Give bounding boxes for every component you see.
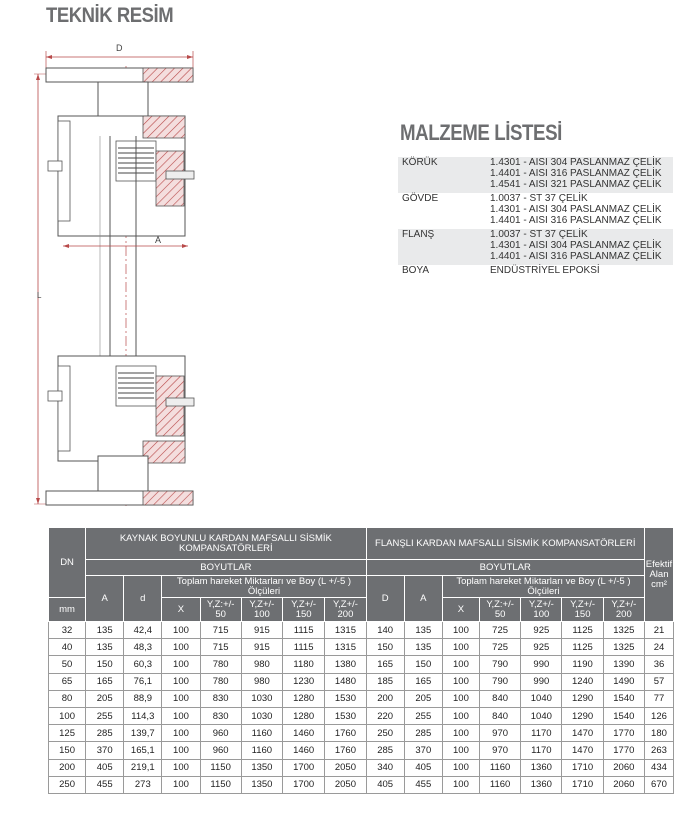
material-item: 1.4301 - AISI 304 PASLANMAZ ÇELİK xyxy=(490,157,662,168)
table-cell: 285 xyxy=(86,725,124,742)
table-row xyxy=(49,639,674,656)
table-cell: 255 xyxy=(86,707,124,724)
table-cell: 100 xyxy=(49,707,86,724)
table-cell: 970 xyxy=(479,742,520,759)
table-cell: 200 xyxy=(366,690,404,707)
table-cell: 165,1 xyxy=(124,742,162,759)
table-cell: 1160 xyxy=(241,742,282,759)
table-cell: 126 xyxy=(644,707,673,724)
dim-label-l: L xyxy=(37,291,42,300)
table-cell: 1760 xyxy=(325,742,366,759)
material-item: 1.4541 - AISI 321 PASLANMAZ ÇELİK xyxy=(490,179,662,190)
header-weld-dims: BOYUTLAR xyxy=(86,560,366,576)
table-cell: 1040 xyxy=(521,690,562,707)
table-cell: 1530 xyxy=(325,707,366,724)
table-cell: 2050 xyxy=(325,776,366,793)
header-weld-yz150: Y,Z+/- 150 xyxy=(283,598,325,622)
header-effective-area: Efektif Alan cm² xyxy=(644,528,673,622)
table-cell: 100 xyxy=(162,673,200,690)
table-cell: 100 xyxy=(442,656,479,673)
table-cell: 50 xyxy=(49,656,86,673)
table-row xyxy=(49,707,674,724)
table-cell: 285 xyxy=(366,742,404,759)
table-cell: 100 xyxy=(442,639,479,656)
table-cell: 725 xyxy=(479,622,520,639)
table-cell: 1325 xyxy=(603,622,644,639)
table-cell: 2060 xyxy=(603,759,644,776)
table-cell: 48,3 xyxy=(124,639,162,656)
table-row xyxy=(49,725,674,742)
table-row xyxy=(49,656,674,673)
table-cell: 980 xyxy=(241,673,282,690)
table-cell: 100 xyxy=(442,673,479,690)
table-cell: 100 xyxy=(162,776,200,793)
table-cell: 2060 xyxy=(603,776,644,793)
header-weld-x: X xyxy=(162,598,200,622)
material-item: 1.4301 - AISI 304 PASLANMAZ ÇELİK xyxy=(490,240,662,251)
table-cell: 1280 xyxy=(283,707,325,724)
table-row xyxy=(49,776,674,793)
table-cell: 1710 xyxy=(562,759,603,776)
header-weld-yz50: Y,Z:+/- 50 xyxy=(200,598,241,622)
table-cell: 980 xyxy=(241,656,282,673)
table-cell: 1460 xyxy=(283,742,325,759)
table-cell: 370 xyxy=(404,742,442,759)
table-cell: 1380 xyxy=(325,656,366,673)
table-cell: 150 xyxy=(86,656,124,673)
header-weld-title: KAYNAK BOYUNLU KARDAN MAFSALLI SİSMİK KOMPANSATÖRLERİ xyxy=(86,528,366,560)
table-cell: 220 xyxy=(366,707,404,724)
table-cell: 1470 xyxy=(562,742,603,759)
table-cell: 140 xyxy=(366,622,404,639)
material-item: 1.4401 - AISI 316 PASLANMAZ ÇELİK xyxy=(490,215,662,226)
table-cell: 1160 xyxy=(241,725,282,742)
table-cell: 32 xyxy=(49,622,86,639)
table-body xyxy=(49,622,674,794)
table-cell: 1325 xyxy=(603,639,644,656)
table-cell: 150 xyxy=(404,656,442,673)
table-cell: 840 xyxy=(479,707,520,724)
table-cell: 960 xyxy=(200,742,241,759)
table-cell: 1290 xyxy=(562,690,603,707)
table-cell: 840 xyxy=(479,690,520,707)
header-flange-yz200: Y,Z+/- 200 xyxy=(603,598,644,622)
material-item: 1.4401 - AISI 316 PASLANMAZ ÇELİK xyxy=(490,251,662,262)
table-cell: 135 xyxy=(404,639,442,656)
table-cell: 1115 xyxy=(283,639,325,656)
header-flange-yz100: Y,Z+/- 100 xyxy=(521,598,562,622)
table-cell: 1230 xyxy=(283,673,325,690)
table-cell: 40 xyxy=(49,639,86,656)
table-cell: 830 xyxy=(200,707,241,724)
header-weld-yz200: Y,Z+/- 200 xyxy=(325,598,366,622)
table-cell: 250 xyxy=(49,776,86,793)
table-cell: 100 xyxy=(442,622,479,639)
table-cell: 139,7 xyxy=(124,725,162,742)
table-cell: 165 xyxy=(86,673,124,690)
table-cell: 670 xyxy=(644,776,673,793)
material-item: ENDÜSTRİYEL EPOKSİ xyxy=(490,265,600,276)
table-cell: 1160 xyxy=(479,776,520,793)
table-cell: 1150 xyxy=(200,776,241,793)
table-cell: 100 xyxy=(162,639,200,656)
table-cell: 125 xyxy=(49,725,86,742)
table-cell: 100 xyxy=(162,725,200,742)
table-cell: 80 xyxy=(49,690,86,707)
table-cell: 915 xyxy=(241,622,282,639)
table-cell: 790 xyxy=(479,656,520,673)
header-flange-yz50: Y,Z:+/- 50 xyxy=(479,598,520,622)
table-cell: 42,4 xyxy=(124,622,162,639)
table-cell: 150 xyxy=(49,742,86,759)
header-flange-d: D xyxy=(366,576,404,622)
header-weld-a: A xyxy=(86,576,124,622)
table-cell: 60,3 xyxy=(124,656,162,673)
header-flange-dims: BOYUTLAR xyxy=(366,560,644,576)
table-cell: 65 xyxy=(49,673,86,690)
table-cell: 24 xyxy=(644,639,673,656)
header-flange-yz150: Y,Z+/- 150 xyxy=(562,598,603,622)
material-item: 1.4301 - AISI 304 PASLANMAZ ÇELİK xyxy=(490,204,662,215)
material-list-title: MALZEME LİSTESİ xyxy=(400,120,562,145)
table-cell: 100 xyxy=(162,759,200,776)
table-cell: 273 xyxy=(124,776,162,793)
table-cell: 88,9 xyxy=(124,690,162,707)
table-cell: 1030 xyxy=(241,690,282,707)
table-cell: 370 xyxy=(86,742,124,759)
header-flange-x: X xyxy=(442,598,479,622)
header-weld-movement: Toplam hareket Miktarları ve Boy (L +/-5 ) Ölçüleri xyxy=(162,576,366,598)
table-cell: 1460 xyxy=(283,725,325,742)
table-cell: 100 xyxy=(442,707,479,724)
table-cell: 1240 xyxy=(562,673,603,690)
header-dn: DN xyxy=(49,528,86,598)
table-cell: 21 xyxy=(644,622,673,639)
material-part: GÖVDE xyxy=(402,193,439,204)
material-item: 1.0037 - ST 37 ÇELİK xyxy=(490,193,588,204)
table-cell: 250 xyxy=(366,725,404,742)
table-cell: 165 xyxy=(404,673,442,690)
table-cell: 100 xyxy=(442,776,479,793)
table-cell: 180 xyxy=(644,725,673,742)
table-cell: 100 xyxy=(162,622,200,639)
table-cell: 205 xyxy=(404,690,442,707)
table-cell: 405 xyxy=(404,759,442,776)
table-cell: 2050 xyxy=(325,759,366,776)
table-cell: 219,1 xyxy=(124,759,162,776)
material-part: FLANŞ xyxy=(398,229,486,262)
table-cell: 1180 xyxy=(283,656,325,673)
table-cell: 1190 xyxy=(562,656,603,673)
table-cell: 100 xyxy=(162,690,200,707)
table-cell: 185 xyxy=(366,673,404,690)
table-cell: 100 xyxy=(442,725,479,742)
table-row xyxy=(49,622,674,639)
table-row xyxy=(49,742,674,759)
table-cell: 960 xyxy=(200,725,241,742)
table-cell: 114,3 xyxy=(124,707,162,724)
table-cell: 1170 xyxy=(521,742,562,759)
table-cell: 36 xyxy=(644,656,673,673)
table-cell: 1480 xyxy=(325,673,366,690)
table-cell: 1490 xyxy=(603,673,644,690)
table-cell: 1760 xyxy=(325,725,366,742)
table-cell: 1770 xyxy=(603,725,644,742)
table-cell: 57 xyxy=(644,673,673,690)
table-cell: 263 xyxy=(644,742,673,759)
table-cell: 780 xyxy=(200,673,241,690)
table-cell: 1125 xyxy=(562,622,603,639)
table-cell: 434 xyxy=(644,759,673,776)
material-item: 1.0037 - ST 37 ÇELİK xyxy=(490,229,588,240)
table-row xyxy=(49,673,674,690)
table-cell: 1770 xyxy=(603,742,644,759)
table-cell: 990 xyxy=(521,673,562,690)
table-cell: 100 xyxy=(442,742,479,759)
material-item: 1.4401 - AISI 316 PASLANMAZ ÇELİK xyxy=(490,168,662,179)
table-cell: 715 xyxy=(200,622,241,639)
header-weld-d: d xyxy=(124,576,162,622)
table-cell: 100 xyxy=(162,656,200,673)
table-cell: 1360 xyxy=(521,776,562,793)
table-cell: 925 xyxy=(521,622,562,639)
table-cell: 970 xyxy=(479,725,520,742)
drawing-title: TEKNİK RESİM xyxy=(46,4,174,27)
table-cell: 915 xyxy=(241,639,282,656)
table-cell: 725 xyxy=(479,639,520,656)
dim-label-d: D xyxy=(116,43,123,53)
technical-drawing xyxy=(28,36,208,511)
table-row xyxy=(49,759,674,776)
table-cell: 925 xyxy=(521,639,562,656)
table-cell: 1115 xyxy=(283,622,325,639)
table-cell: 135 xyxy=(86,639,124,656)
table-cell: 150 xyxy=(366,639,404,656)
table-cell: 255 xyxy=(404,707,442,724)
table-cell: 1470 xyxy=(562,725,603,742)
table-cell: 990 xyxy=(521,656,562,673)
table-cell: 100 xyxy=(442,690,479,707)
table-cell: 1350 xyxy=(241,759,282,776)
table-cell: 1040 xyxy=(521,707,562,724)
table-cell: 1350 xyxy=(241,776,282,793)
table-cell: 1280 xyxy=(283,690,325,707)
dim-label-a: A xyxy=(155,235,162,245)
table-cell: 715 xyxy=(200,639,241,656)
table-cell: 1700 xyxy=(283,759,325,776)
table-row xyxy=(49,690,674,707)
table-cell: 1540 xyxy=(603,707,644,724)
table-cell: 1390 xyxy=(603,656,644,673)
table-cell: 1030 xyxy=(241,707,282,724)
table-cell: 830 xyxy=(200,690,241,707)
table-cell: 1160 xyxy=(479,759,520,776)
table-cell: 1540 xyxy=(603,690,644,707)
table-cell: 1360 xyxy=(521,759,562,776)
table-cell: 790 xyxy=(479,673,520,690)
material-part: KÖRÜK xyxy=(398,157,486,190)
table-cell: 340 xyxy=(366,759,404,776)
material-part: BOYA xyxy=(402,265,430,276)
table-cell: 100 xyxy=(162,707,200,724)
header-flange-title: FLANŞLI KARDAN MAFSALLI SİSMİK KOMPANSATÖRLERİ xyxy=(366,528,644,560)
table-cell: 76,1 xyxy=(124,673,162,690)
header-dn-unit: mm xyxy=(49,598,86,622)
table-cell: 1290 xyxy=(562,707,603,724)
table-cell: 285 xyxy=(404,725,442,742)
table-cell: 1710 xyxy=(562,776,603,793)
table-cell: 165 xyxy=(366,656,404,673)
table-cell: 455 xyxy=(86,776,124,793)
table-cell: 455 xyxy=(404,776,442,793)
dimensions-table xyxy=(48,527,674,794)
table-cell: 405 xyxy=(366,776,404,793)
table-cell: 135 xyxy=(86,622,124,639)
table-cell: 1315 xyxy=(325,622,366,639)
header-weld-yz100: Y,Z+/- 100 xyxy=(241,598,282,622)
table-cell: 1700 xyxy=(283,776,325,793)
table-cell: 77 xyxy=(644,690,673,707)
table-cell: 135 xyxy=(404,622,442,639)
table-cell: 1150 xyxy=(200,759,241,776)
table-cell: 1530 xyxy=(325,690,366,707)
header-flange-a: A xyxy=(404,576,442,622)
table-cell: 1315 xyxy=(325,639,366,656)
material-list xyxy=(398,157,673,276)
table-cell: 100 xyxy=(442,759,479,776)
table-cell: 1170 xyxy=(521,725,562,742)
header-flange-movement: Toplam hareket Miktarları ve Boy (L +/-5 ) Ölçüleri xyxy=(442,576,644,598)
table-cell: 200 xyxy=(49,759,86,776)
table-cell: 1125 xyxy=(562,639,603,656)
table-cell: 780 xyxy=(200,656,241,673)
table-cell: 205 xyxy=(86,690,124,707)
table-cell: 100 xyxy=(162,742,200,759)
table-cell: 405 xyxy=(86,759,124,776)
